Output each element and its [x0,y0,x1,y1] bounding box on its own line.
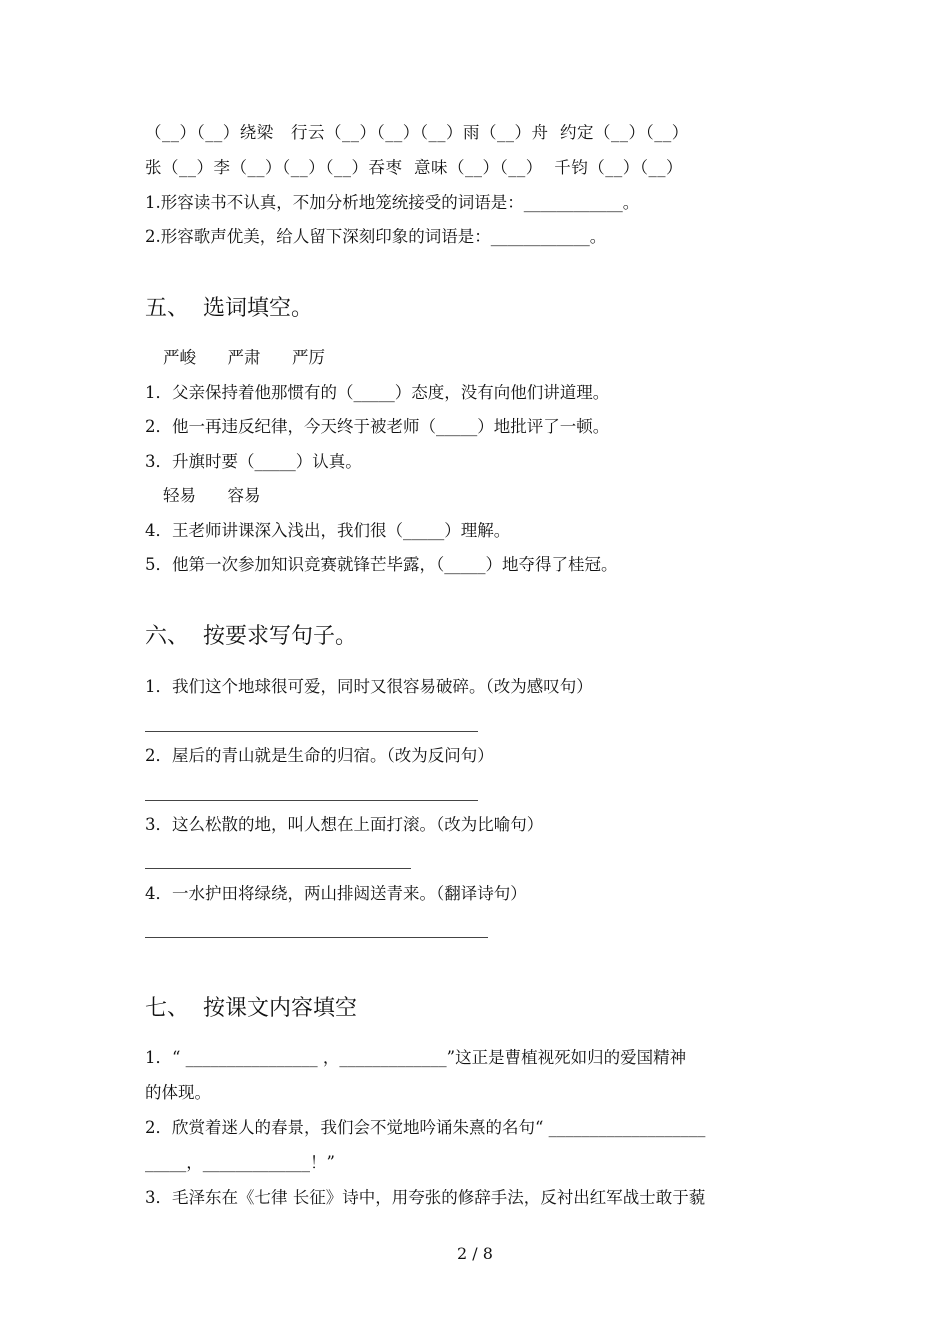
text-fill-2-line-2: _____，_____________！” [145,1153,335,1172]
text-fill-3-line-1: 3．毛泽东在《七律 长征》诗中，用夸张的修辞手法，反衬出红军战士敢于藐 [145,1188,706,1207]
rewrite-question-1: 1．我们这个地球很可爱，同时又很容易破碎。（改为感叹句） [145,677,593,696]
section-6-heading: 六、 按要求写句子。 [145,624,357,649]
fill-question-1: 1．父亲保持着他那惯有的（_____）态度，没有向他们讲道理。 [145,383,610,402]
section-7-heading: 七、 按课文内容填空 [145,996,357,1021]
text-fill-1-line-2: 的体现。 [145,1083,211,1102]
word-choices-2: 轻易 容易 [163,486,261,505]
rewrite-question-4: 4．一水护田将绿绕，两山排闼送青来。（翻译诗句） [145,884,527,903]
idiom-question-2: 2.形容歌声优美，给人留下深刻印象的词语是：____________。 [145,227,607,246]
word-choices-1: 严峻 严肃 严厉 [163,348,325,367]
idiom-row-2: 张（__）李（__）（__）（__）吞枣 意味（__）（__） 千钧（__）（__） [145,158,683,177]
section-5-heading: 五、 选词填空。 [145,296,313,321]
text-fill-2-line-1: 2．欣赏着迷人的春景，我们会不觉地吟诵朱熹的名句“ ___________________ [145,1118,706,1137]
fill-question-3: 3．升旗时要（_____）认真。 [145,452,362,471]
answer-line-1[interactable] [145,731,478,732]
idiom-question-1: 1.形容读书不认真，不加分析地笼统接受的词语是：____________。 [145,193,640,212]
answer-line-2[interactable] [145,800,478,801]
fill-question-5: 5．他第一次参加知识竞赛就锋芒毕露，（_____）地夺得了桂冠。 [145,555,618,574]
rewrite-question-2: 2．屋后的青山就是生命的归宿。（改为反问句） [145,746,494,765]
answer-line-3[interactable] [145,868,411,869]
rewrite-question-3: 3．这么松散的地，叫人想在上面打滚。（改为比喻句） [145,815,544,834]
answer-line-4[interactable] [145,937,488,938]
fill-question-4: 4．王老师讲课深入浅出，我们很（_____）理解。 [145,521,511,540]
idiom-row-1: （__）（__）绕梁 行云（__）（__）（__）雨（__）舟 约定（__）（__） [145,123,689,142]
page-number: 2 / 8 [457,1244,493,1263]
fill-question-2: 2．他一再违反纪律，今天终于被老师（_____）地批评了一顿。 [145,417,610,436]
text-fill-1-line-1: 1．“ ________________ ，_____________”这正是曹植视死如归的爱国精神 [145,1048,687,1067]
